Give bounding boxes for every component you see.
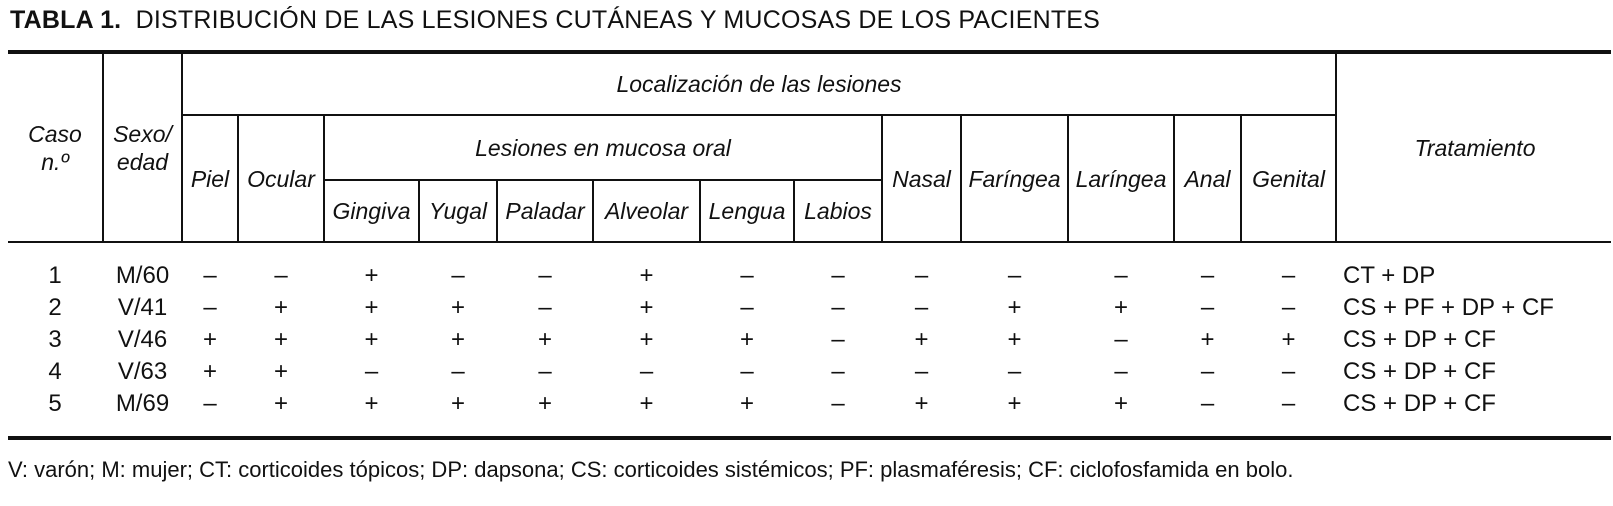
header-bottom-rule [8,241,1611,243]
cell-gingiva: + [364,390,379,417]
cell-labios: – [831,294,845,321]
bottom-rule [8,436,1611,440]
cell-sexo-edad: M/60 [115,262,170,289]
table-title [10,4,1100,36]
cell-sexo-edad: V/63 [117,358,168,385]
cell-genital: – [1281,358,1296,385]
cell-genital: + [1281,326,1296,353]
cell-laringea: + [1113,390,1128,417]
cell-anal: – [1200,358,1215,385]
cell-labios: – [831,262,845,289]
cell-labios: – [831,326,845,353]
cell-piel: + [202,326,217,353]
cell-alveolar: + [639,294,654,321]
cell-yugal: + [450,294,465,321]
header-ocular: Ocular [247,165,315,192]
cell-tratamiento: CS + DP + CF [1343,390,1496,417]
cell-piel: – [203,390,217,417]
header-faringea: Faríngea [968,165,1061,192]
cell-lengua: + [739,326,754,353]
cell-laringea: + [1113,294,1128,321]
cell-alveolar: – [639,358,654,385]
table-label: TABLA 1. [10,6,122,34]
cell-lengua: – [740,262,754,289]
cell-yugal: – [451,262,465,289]
cell-faringea: + [1007,294,1022,321]
header-alveolar: Alveolar [604,198,689,224]
cell-paladar: – [538,262,552,289]
cell-alveolar: + [639,262,654,289]
cell-alveolar: + [639,326,654,353]
header-genital: Genital [1252,165,1325,192]
cell-lengua: – [740,294,754,321]
cell-gingiva: + [364,262,379,289]
cell-lengua: + [739,390,754,417]
cell-nasal: + [914,390,929,417]
cell-anal: – [1200,390,1215,417]
cell-tratamiento: CS + PF + DP + CF [1343,294,1554,321]
cell-lengua: – [740,358,754,385]
cell-piel: – [203,294,217,321]
header-tratamiento: Tratamiento [1414,134,1536,161]
cell-faringea: + [1007,326,1022,353]
cell-faringea: – [1007,262,1022,289]
cell-labios: – [831,358,845,385]
cell-yugal: + [450,326,465,353]
cell-paladar: + [537,326,552,353]
cell-caso: 4 [48,358,62,385]
header-localizacion: Localización de las lesiones [616,71,902,97]
header-nasal: Nasal [892,165,951,192]
header-piel: Piel [190,165,230,192]
cell-tratamiento: CT + DP [1343,262,1436,289]
table-footnote: V: varón; M: mujer; CT: corticoides tópicos; DP: dapsona; CS: corticoides sistémicos; PF: plasmaféresis; CF: ciclofosfamida en bolo. [8,457,1294,482]
cell-caso: 3 [48,326,62,353]
cell-gingiva: – [364,358,379,385]
cell-labios: – [831,390,845,417]
cell-ocular: – [274,262,288,289]
cell-nasal: – [914,294,929,321]
cell-paladar: – [538,358,552,385]
cell-tratamiento: CS + DP + CF [1343,326,1496,353]
header-labios: Labios [804,198,872,224]
cell-genital: – [1281,390,1296,417]
cell-sexo-edad: V/46 [117,326,168,353]
header-caso-line2: n.º [41,148,69,175]
header-lengua: Lengua [708,198,786,224]
header-anal: Anal [1184,165,1231,192]
cell-gingiva: + [364,294,379,321]
header-sexo-line2: edad [116,148,169,175]
cell-nasal: – [914,358,929,385]
header-sexo-line1: Sexo/ [113,120,172,147]
header-laringea: Laríngea [1075,165,1167,192]
cell-anal: – [1200,262,1215,289]
cell-alveolar: + [639,390,654,417]
cell-piel: + [202,358,217,385]
cell-anal: + [1200,326,1215,353]
cell-yugal: – [451,358,465,385]
cell-nasal: + [914,326,929,353]
cell-ocular: + [273,294,288,321]
cell-paladar: + [537,390,552,417]
header-mucosa-oral: Lesiones en mucosa oral [475,134,731,161]
header-caso [8,54,102,241]
cell-yugal: + [450,390,465,417]
cell-tratamiento: CS + DP + CF [1343,358,1496,385]
cell-genital: – [1281,262,1296,289]
cell-gingiva: + [364,326,379,353]
cell-paladar: – [538,294,552,321]
cell-faringea: – [1007,358,1022,385]
header-paladar: Paladar [505,198,585,224]
cell-caso: 5 [48,390,62,417]
header-sexo-edad [104,54,181,241]
cell-caso: 1 [48,262,62,289]
cell-laringea: – [1114,326,1128,353]
cell-faringea: + [1007,390,1022,417]
table-title-text: DISTRIBUCIÓN DE LAS LESIONES CUTÁNEAS Y MUCOSAS DE LOS PACIENTES [135,6,1101,34]
cell-nasal: – [914,262,929,289]
cell-ocular: + [273,358,288,385]
cell-laringea: – [1114,262,1128,289]
cell-genital: – [1281,294,1296,321]
cell-ocular: + [273,390,288,417]
cell-ocular: + [273,326,288,353]
header-yugal: Yugal [429,198,487,224]
cell-laringea: – [1114,358,1128,385]
header-gingiva: Gingiva [332,198,411,224]
cell-sexo-edad: V/41 [117,294,168,321]
cell-piel: – [203,262,217,289]
cell-anal: – [1200,294,1215,321]
header-caso-line1: Caso [28,120,82,147]
cell-caso: 2 [48,294,62,321]
cell-sexo-edad: M/69 [115,390,170,417]
